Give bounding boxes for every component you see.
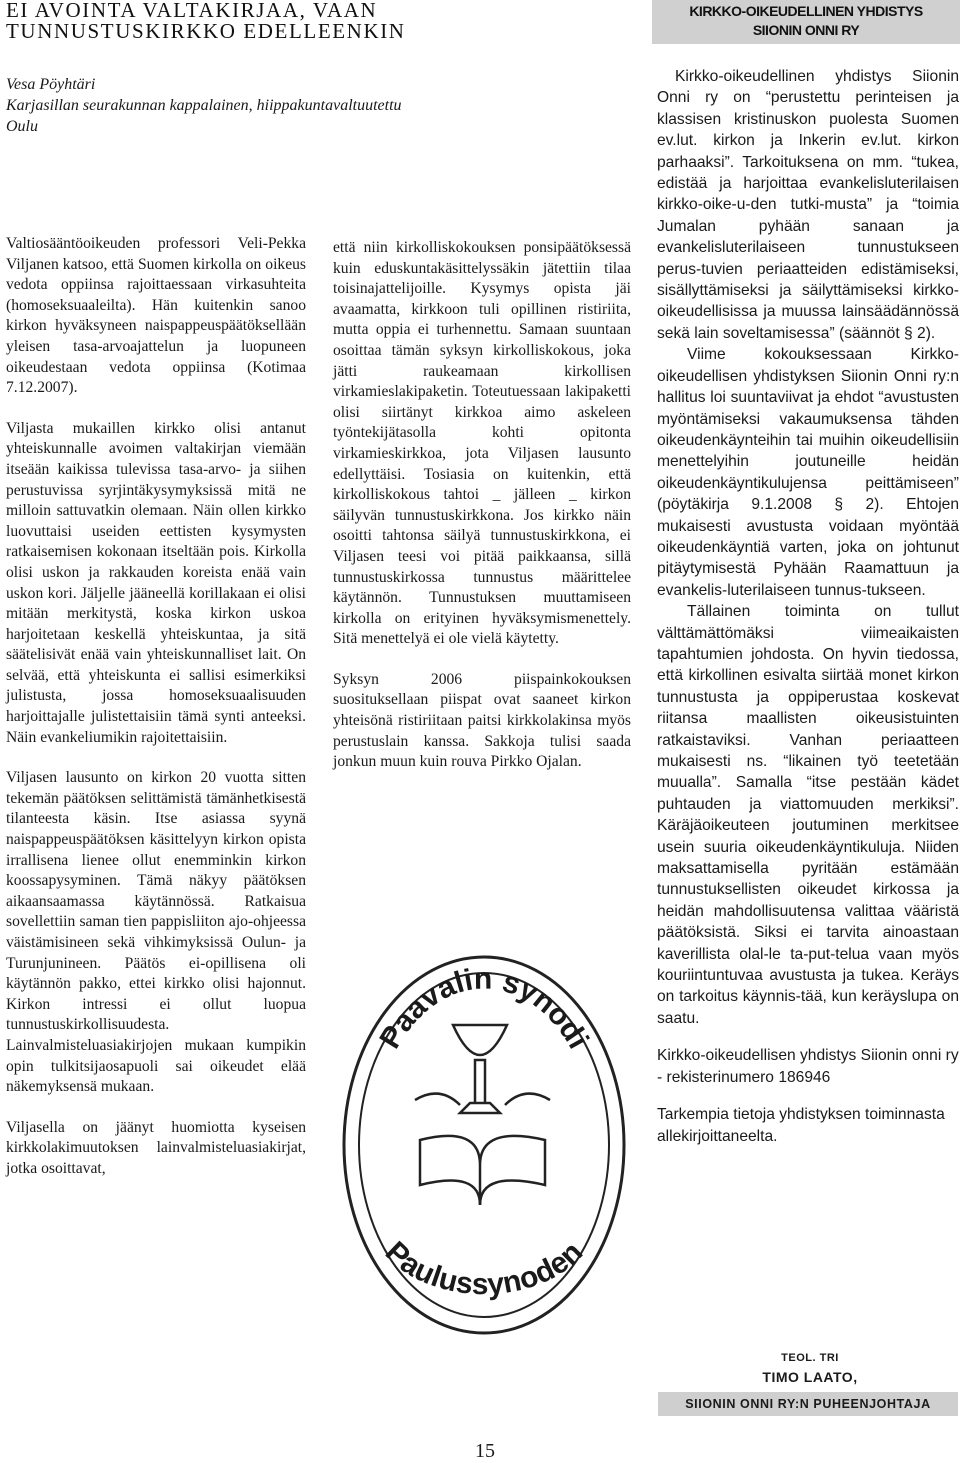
signature-organization: SIIONIN ONNI RY:N PUHEENJOHTAJA xyxy=(658,1392,958,1416)
page-number: 15 xyxy=(475,1440,495,1462)
banner-line-2: SIIONIN ONNI RY xyxy=(752,22,860,38)
article-headline xyxy=(6,0,606,42)
headline-line-1: EI AVOINTA VALTAKIRJAA, VAAN xyxy=(6,0,378,22)
logo-top-text: Paavalin synodi xyxy=(373,962,595,1055)
synod-logo xyxy=(325,935,635,1335)
column2-paragraph-1: että niin kirkolliskokouksen ponsipäätöksessä kuin eduskuntakäsittelyssäkin jätettiin tilaa toisinajattelijoille. Kysymys opista jäi avaamatta, kirkkoon tuli opillinen ristiriita, mutta oppia ei turhennettu. Samaan suuntaan osoittaa tämän syksyn kirkolliskokous, joka jätti raukeamaan kirkollisen virkamieslakipaketin. Toteutuessaan lakipaketti olisi siirtänyt kirkkoa aimo askeleen työntekijätasolla kohti opitonta virkamieskirkkoa, jota Viljasen lausunto edellyttäisi. Tosiasia on kuitenkin, että kirkolliskokous tahtoi _ jälleen _ kirkon säilyvän tunnustuskirkkona. Jos kirkko näin osoitti tahtonsa säilyä tunnustuskirkkona, ei Viljasen teesi voi pitää paikkaansa, sillä tunnustuskirkossa tunnustus määrittelee käytännön. Tunnustuksen muuttamiseen kirkolla on erityinen hyväksymismenettely. Sitä menettelyä ei ole vielä käytetty. xyxy=(333,239,631,648)
column1-paragraph-2: Viljasta mukaillen kirkko olisi antanut yhteiskunnalle avoimen valtakirjan viemään itseään kaikissa tulevissa tasa-arvo- ja siihen perustuvissa syrjintäkysymyksissä mitä ne milloin sattuvatkin olemaan. Näin ollen kirkko luovuttaisi useiden eettisten kysymysten ratkaisemisen kokonaan itseltään pois. Kirkolla olisi uskon ja rakkauden koreista enää vain uskon kori. Jäljelle jääneellä korillakaan ei olisi mitään merkitystä, koska kirkon uskoa harjoitetaan keskellä yhteiskuntaa, ja sitä säätelisivät enää vain yhteiskunnalliset lait. On selvää, että yhteiskunta ei sallisi esimerkiksi julistusta, jossa homoseksuaalisuuden harjoittajalle julistettaisiin tämä synti anteeksi. Näin evankeliumikin rajoitettaisiin. xyxy=(6,419,306,746)
association-banner xyxy=(652,0,960,44)
column2-paragraph-2: Syksyn 2006 piispainkokouksen suosituksellaan piispat ovat saaneet kirkon yhteisönä ristiriitaan paitsi kirkkolakinsa myös perustuslain kanssa. Sakkoja tulisi saada jonkun muun kuin rouva Pirkko Ojalan. xyxy=(333,670,631,771)
column1-paragraph-4: Viljasella on jäänyt huomiotta kyseisen kirkkolakimuutoksen lainvalmisteluasiakirjat, jotka osoittavat, xyxy=(6,1118,306,1177)
headline-line-2: TUNNUSTUSKIRKKO EDELLEENKIN xyxy=(6,19,406,43)
logo-bottom-text: Paulussynoden xyxy=(378,1235,590,1302)
column3-paragraph-1: Kirkko-oikeudellinen yhdistys Siionin Onni ry on “perustettu perinteisen ja klassisen kristinuskon puolesta Suomen ev.lut. kirkon ja Inkerin ev.lut. kirkon parhaaksi”. Tarkoituksena on mm. “tukea, edistää ja harjoittaa evankelisluterilaisen kirkko-oike-u-den tutki-musta” ja “toimia Jumalan pyhään sanaan ja evankelisluterilaiseen tunnustukseen perus-tuvien periaatteiden edistämiseksi, sisällyttämiseksi ja säilyttämiseksi kirkko-oikeudellisissa ja muussa lainsäädännössä sekä lain soveltamisessa” (säännöt § 2). xyxy=(657,68,959,342)
author-name: Vesa Pöyhtäri xyxy=(6,76,96,93)
synod-logo-graphic xyxy=(325,935,635,1335)
author-place: Oulu xyxy=(6,118,38,135)
column3-paragraph-5: Tarkempia tietoja yhdistyksen toiminnasta allekirjoittaneelta. xyxy=(657,1106,945,1145)
column-3 xyxy=(657,66,959,1147)
column3-paragraph-2: Viime kokouksessaan Kirkko-oikeudellisen yhdistyksen Siionin Onni ry:n hallitus loi suuntaviivat ja ehdot “avustusten myöntämiseksi vakaumuksensa tähden oikeudenkäynteihin tai muihin oikeudellisiin menettelyihin joutuneille heidän oikeudenkäyntikulujensa peittämiseen” (pöytäkirja 9.1.2008 § 2). Ehtojen mukaisesti avustusta voidaan myöntää oikeudenkäyntiä varten, joka on johtunut pitäytymisestä Pyhään Raamattuun ja evankelis-luterilaiseen tunnus-tukseen. xyxy=(657,346,959,599)
column1-paragraph-1: Valtiosääntöoikeuden professori Veli-Pekka Viljanen katsoo, että Suomen kirkolla on oikeus vedota oppiinsa rajoittaessaan virkasuhteita (homoseksuaaleilta). Hän kuitenkin sanoo kirkon hyväksyneen naispappeuspäätöksellään yleisen tasa-arvoajattelun ja luopuneen oikeudestaan vedota oppiinsa (Kotimaa 7.12.2007). xyxy=(6,235,306,397)
column3-paragraph-4: Kirkko-oikeudellisen yhdistys Siionin onni ry - rekisterinumero 186946 xyxy=(657,1047,959,1086)
column-2 xyxy=(333,238,631,773)
author-byline xyxy=(6,74,606,137)
column1-paragraph-3: Viljasen lausunto on kirkon 20 vuotta sitten tekemän päätöksen selittämistä tämänhetkisestä tilanteesta käsin. Itse asiassa syynä naispappeuspäätöksen käsittelyyn kirkon opista irrallisena lienee ollut enemminkin kirkon koossapysyminen. Tämä näkyy päätöksen aikaansaamassa käytännössä. Ratkaisua sovellettiin saman tien pappisliiton ajo-ohjeessa väistämisineen sekä vihkimyksissä Oulun- ja Turunjunineen. Päätös ei-opillisena oli käytännön pakko, ettei kirkko olisi hajonnut. Kirkon intressi ei ollut luopua tunnustuskirkollisuudesta. Lainvalmisteluasiakirjojen mukaan kumpikin opin tulkitsijaosapuoli sai oikeudet elää näkemyksensä mukaan. xyxy=(6,769,306,1096)
column-1 xyxy=(6,234,306,1180)
column3-paragraph-3: Tällainen toiminta on tullut välttämättömäksi viimeaikaisten tapahtumien johdosta. On hyvin tiedossa, että kirkollinen esivalta siirtää monet kirkon tunnustusta ja oppiperustaa koskevat riitansa maallisten oikeusistuinten ratkaistaviksi. Vanhan periaatteen mukaisesti ns. “likainen työ teetetään muualla”. Samalla “itse pestään kädet puhtauden ja viattomuuden merkiksi”. Käräjäoikeuteen joutuminen merkitsee usein suuria oikeudenkäyntikuluja. Niiden maksattamisella pyritään estämään tunnustuksellisten oikeudet kirkossa ja heidän mahdollisuutensa valittaa vääristä päätöksistä. Siksi ei tarvita ainoastaan kaverillista olal-le ta-put-telua vaan myös kouriintuntuvaa avustusta ja tukea. Keräys on tarkoitus käynnis-tää, kun keräyslupa on saatu. xyxy=(657,603,959,1027)
author-role: Karjasillan seurakunnan kappalainen, hiippakuntavaltuutettu xyxy=(6,97,402,114)
signature-title: TEOL. TRI xyxy=(781,1352,839,1364)
signature-name: TIMO LAATO, xyxy=(762,1369,858,1385)
banner-line-1: KIRKKO-OIKEUDELLINEN YHDISTYS xyxy=(689,3,923,19)
